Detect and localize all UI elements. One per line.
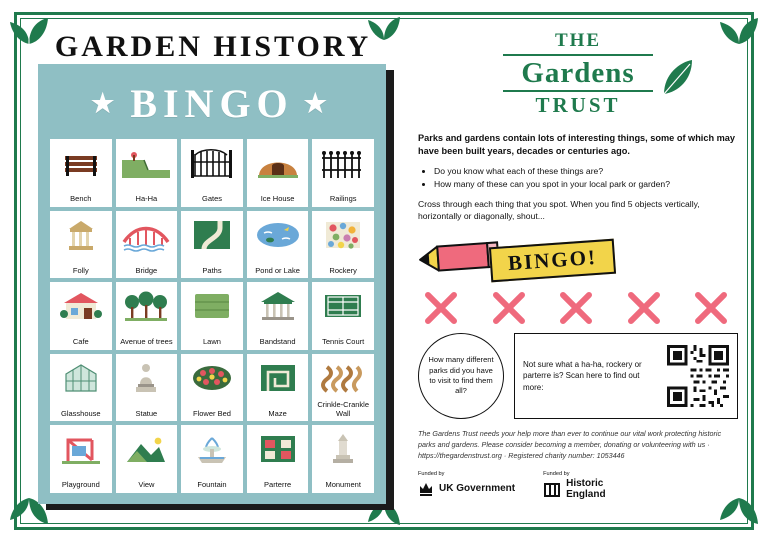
funder-historic-england [543,471,605,500]
x-mark-icon [424,291,458,325]
gardens-trust-logo [418,24,738,118]
qr-panel[interactable] [514,333,738,419]
funder-uk-government [418,471,515,499]
bingo-cell-lawn[interactable] [181,282,243,350]
historic-england-icon [543,480,561,500]
bingo-cell-label: View [138,480,155,490]
bingo-cell-label: Railings [329,193,357,203]
star-icon: ★ [303,88,333,118]
glasshouse-icon [52,358,110,398]
x-mark-row [418,285,738,325]
x-mark-icon [694,291,728,325]
bench-icon [52,143,110,183]
avenue-of-trees-icon [118,286,176,326]
funder-prefix: Funded by [418,471,445,478]
ice-house-icon [249,143,307,183]
bingo-cell-tennis-court[interactable] [312,282,374,350]
cafe-icon [52,286,110,326]
logo-line-trust: TRUST [535,93,621,118]
bingo-cell-paths[interactable] [181,211,243,279]
bingo-cell-label: Glasshouse [60,408,101,418]
funder-name: UK Government [439,483,516,495]
cross-instruction: Cross through each thing that you spot. When you find 5 objects vertically, horizontally or diagonally, shout... [418,199,700,222]
bingo-cell-label: Monument [325,480,361,490]
rockery-icon [314,215,372,255]
bingo-cell-bandstand[interactable] [247,282,309,350]
footnote-text: The Gardens Trust needs your help more than ever to continue our vital work protecting historic parks and gardens. Please consider becoming a member, donating or volunteering with us · https://thegardenstrust.org · Registered charity number: 1053446 [418,428,722,460]
lower-row [418,333,738,419]
intro-text: Parks and gardens contain lots of interesting things, some of which may have been built years, decades or centuries ago. [418,132,736,156]
bingo-banner [418,233,738,285]
x-mark-icon [559,291,593,325]
statue-icon [118,358,176,398]
bingo-cell-label: Statue [135,408,158,418]
tennis-court-icon [314,286,372,326]
bingo-card [38,64,386,504]
bingo-cell-label: Cafe [72,337,89,347]
bingo-cell-label: Lawn [203,337,221,347]
bingo-heading [50,80,374,127]
funder-prefix: Funded by [543,471,570,478]
bingo-cell-label: Crinkle-Crankle Wall [317,400,370,418]
bingo-cell-monument[interactable] [312,425,374,493]
bandstand-icon [249,286,307,326]
playground-icon [52,429,110,469]
bingo-cell-glasshouse[interactable] [50,354,112,422]
bingo-cell-rockery[interactable] [312,211,374,279]
logo-rule [503,90,653,92]
bingo-cell-haha[interactable] [116,139,178,207]
bingo-cell-label: Paths [202,265,222,275]
logo-rule [503,54,653,56]
bingo-cell-playground[interactable] [50,425,112,493]
bingo-cell-label: Parterre [264,480,292,490]
page-title: GARDEN HISTORY [54,30,372,63]
view-icon [118,429,176,469]
bingo-cell-label: Ice House [260,193,295,203]
x-mark-icon [627,291,661,325]
qr-instruction: Not sure what a ha-ha, rockery or parterre is? Scan here to find out more: [523,360,642,392]
bingo-cell-label: Ha-Ha [135,193,158,203]
monument-icon [314,429,372,469]
info-panel [396,24,738,518]
bingo-cell-label: Playground [61,480,100,490]
haha-icon [118,143,176,183]
bingo-cell-avenue-of-trees[interactable] [116,282,178,350]
bingo-cell-label: Rockery [329,265,357,275]
bingo-cell-parterre[interactable] [247,425,309,493]
bingo-banner-text: BINGO! [489,239,616,283]
bingo-panel [30,24,396,518]
question-list [418,165,738,191]
maze-icon [249,358,307,398]
qr-code-icon[interactable] [667,345,729,407]
gates-icon [183,143,241,183]
bingo-cell-label: Folly [72,265,89,275]
bingo-cell-flower-bed[interactable] [181,354,243,422]
lawn-icon [183,286,241,326]
bingo-cell-maze[interactable] [247,354,309,422]
bingo-cell-label: Bridge [135,265,158,275]
bingo-cell-statue[interactable] [116,354,178,422]
star-icon: ★ [91,88,121,118]
bingo-cell-label: Bench [70,193,92,203]
crinkle-crankle-wall-icon [314,358,372,398]
bridge-icon [118,215,176,255]
funder-logos [418,471,738,500]
question-item: • How many of these can you spot in your local park or garden? [434,178,738,191]
bingo-cell-label: Tennis Court [322,337,365,347]
logo-line-the: THE [554,30,602,51]
bingo-cell-folly[interactable] [50,211,112,279]
bingo-cell-bench[interactable] [50,139,112,207]
pond-icon [249,215,307,255]
fountain-icon [183,429,241,469]
bingo-cell-ice-house[interactable] [247,139,309,207]
bingo-cell-railings[interactable] [312,139,374,207]
bingo-cell-crinkle-crankle-wall[interactable] [312,354,374,422]
paths-icon [183,215,241,255]
parterre-icon [249,429,307,469]
bingo-cell-label: Bandstand [259,337,296,347]
bingo-cell-label: Maze [268,408,287,418]
flower-bed-icon [183,358,241,398]
parks-count-note: How many different parks did you have to visit to find them all? [418,333,504,419]
bingo-grid [50,139,374,493]
question-item: • Do you know what each of these things are? [434,165,738,178]
railings-icon [314,143,372,183]
bingo-cell-gates[interactable] [181,139,243,207]
funder-name-line2: England [566,488,606,500]
bingo-heading-text: BINGO [130,81,294,126]
x-mark-icon [492,291,526,325]
leaf-icon [660,58,694,98]
bingo-cell-bridge[interactable] [116,211,178,279]
funder-name-line1: Historic [566,478,604,490]
bingo-cell-label: Pond or Lake [255,265,300,275]
bingo-cell-label: Fountain [197,480,227,490]
logo-line-gardens: Gardens [521,57,635,89]
bingo-cell-view[interactable] [116,425,178,493]
bingo-cell-fountain[interactable] [181,425,243,493]
bingo-cell-label: Flower Bed [193,408,231,418]
uk-crown-icon [418,479,434,499]
bingo-cell-pond[interactable] [247,211,309,279]
folly-icon [52,215,110,255]
bingo-cell-cafe[interactable] [50,282,112,350]
bingo-cell-label: Gates [201,193,222,203]
bingo-cell-label: Avenue of trees [120,337,173,347]
